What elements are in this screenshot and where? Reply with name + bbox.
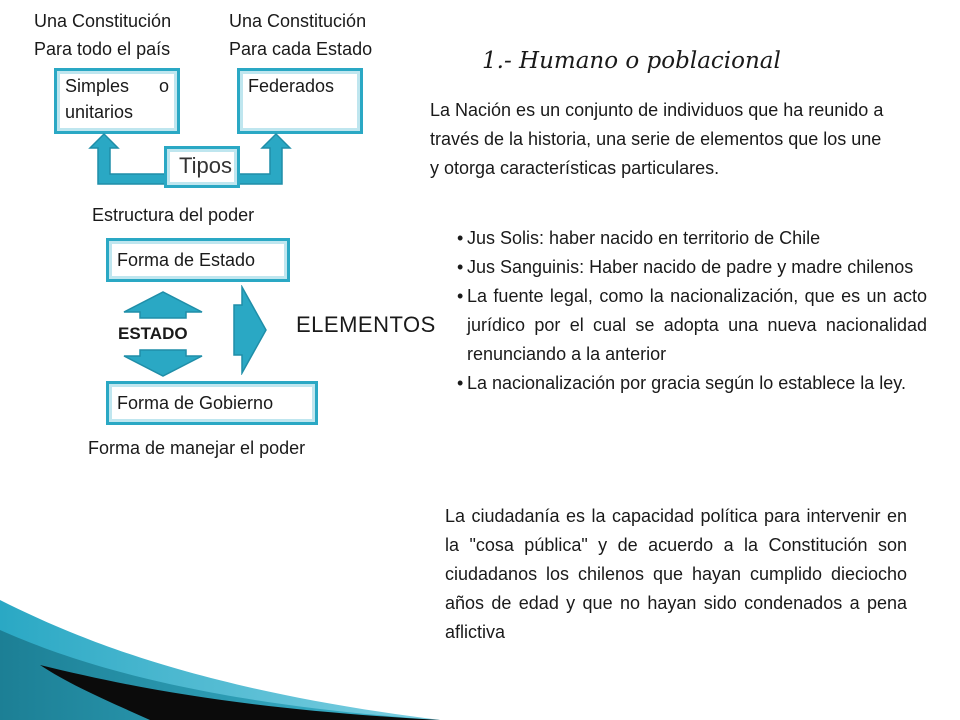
bullet-item: • Jus Solis: haber nacido en territorio de Chile [467,224,927,253]
box-simples-unitarios [54,68,180,134]
unitarios-word: unitarios [65,102,134,122]
tipos-text: Tipos [179,153,232,178]
right-arrow [234,287,266,373]
forma-gobierno-text: Forma de Gobierno [117,393,274,413]
label-right-line2: Para cada Estado [229,39,373,59]
nationality-bullet-list [467,224,927,398]
bullet-item: • La nacionalización por gracia según lo establece la ley. [467,369,927,398]
ciudadania-paragraph: La ciudadanía es la capacidad política para intervenir en la "cosa pública" y de acuerdo a la Constitución son ciudadanos los chilenos que hayan cumplido dieciocho años de edad y que no hayan sido condenados a pena aflictiva [445,506,907,642]
manejar-label: Forma de manejar el poder [88,438,306,458]
bullet-item: • La fuente legal, como la nacionalización, que es un acto jurídico por el cual se adopta una nueva nacionalidad renunciando a la anterior [467,282,927,369]
elementos-arrow [230,285,270,375]
box-tipos [164,146,240,188]
up-arrow [124,292,202,318]
bent-arrow-left [90,134,165,184]
o-word: o [158,76,169,96]
box-federados [237,68,363,134]
bullet-item: • Jus Sanguinis: Haber nacido de padre y madre chilenos [467,253,927,282]
forma-estado-text: Forma de Estado [117,250,256,270]
section-heading: 1.- Humano o poblacional [482,48,781,74]
box-forma-estado [106,238,290,282]
corner-wave-decoration [0,580,440,720]
label-left-line1: Una Constitución [34,11,172,31]
estado-label: ESTADO [118,324,188,343]
nacion-paragraph: La Nación es un conjunto de individuos que ha reunido a través de la historia, una serie de elementos que los une y otorga características particulares. [430,100,884,178]
down-arrow [124,350,202,376]
federados-text: Federados [248,76,335,96]
estructura-label: Estructura del poder [92,205,255,225]
label-left-line2: Para todo el país [34,39,171,59]
elementos-label: ELEMENTOS [296,312,436,337]
simples-word: Simples [65,76,130,96]
label-right-line1: Una Constitución [229,11,367,31]
box-forma-gobierno [106,381,318,425]
